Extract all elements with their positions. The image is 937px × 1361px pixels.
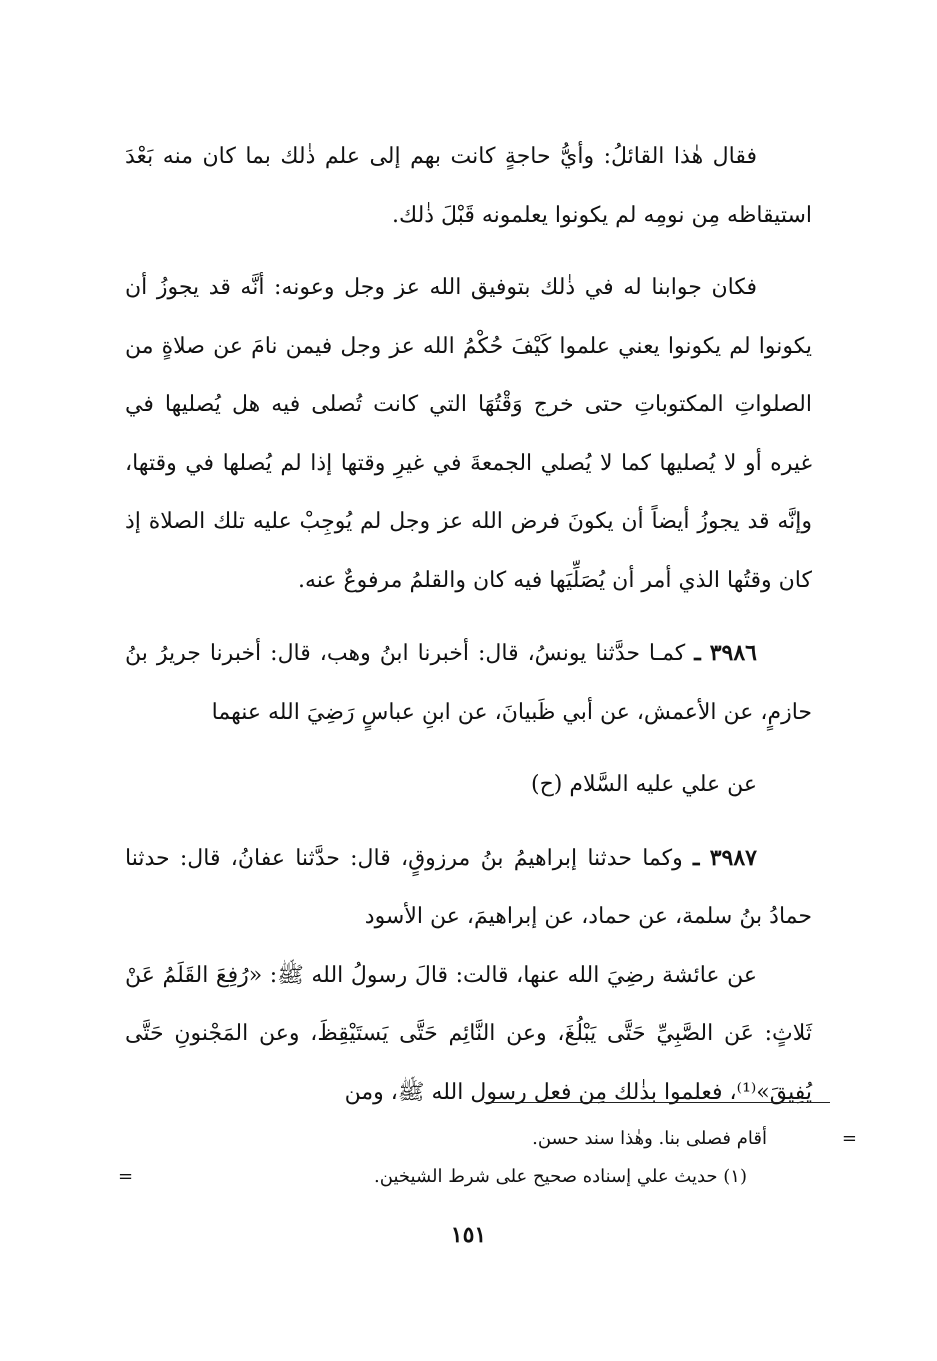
footnotes <box>100 1120 857 1196</box>
paragraph-question: فقال هٰذا القائلُ: وأيُّ حاجةٍ كانت بهم إلى علم ذٰلك بما كان منه بَعْدَ استيقاظه مِن نومِه لم يكونوا يعلمونه قَبْلَ ذٰلك. <box>125 144 812 228</box>
paragraph-aisha: عن عائشة رضِيَ الله عنها، قالت: قالَ رسولُ الله ﷺ: «رُفِعَ القَلَمُ عَنْ ثَلاثٍ: عَن الصَّبِيِّ حَتَّى يَبْلُغَ، وعن النَّائِم حَتَّى يَستَيْقِظَ، وعن المَجْنونِ حَتَّى يُفِيقَ»⁽¹⁾، فعلموا بذٰلك مِن فعل رسول الله ﷺ، ومن <box>125 962 812 1105</box>
main-text <box>125 128 812 1122</box>
hadith-text: كمـا حدَّثنا يونسُ، قال: أخبرنا ابنُ وهب، قال: أخبرنا جريرُ بنُ حازمٍ، عن الأعمش، عن أبي ظَبيانَ، عن ابنِ عباسٍ رَضِيَ الله عنهما <box>125 641 812 725</box>
continuation-text: أقام فصلى بنا. وهٰذا سند حسن. <box>532 1128 767 1149</box>
footnote-1 <box>100 1158 857 1196</box>
footnote-continuation <box>100 1120 857 1158</box>
hadith-dash: ـ <box>694 640 701 666</box>
hadith-3986 <box>125 624 812 742</box>
paragraph-answer: فكان جوابنا له في ذٰلك بتوفيق الله عز وجل وعونه: أنَّه قد يجوزُ أن يكونوا لم يكونوا يعني علموا كَيْفَ حُكْمُ الله عز وجل فيمن نامَ عن صلاةٍ من الصلواتِ المكتوباتِ حتى خرج وَقْتُهَا التي كانت تُصلى فيه هل يُصليها في غيره أو لا يُصليها كما لا يُصلي الجمعةَ في غيرِ وقتها إذا لم يُصلها في وقتها، وإنَّه قد يجوزُ أيضاً أن يكونَ فرض الله عز وجل لم يُوجِبْ عليه تلك الصلاة إذ كان وقتُها الذي أمر أن يُصَلِّيَها فيه كان والقلمُ مرفوعٌ عنه. <box>125 275 812 593</box>
page-number: ١٥١ <box>450 1222 487 1248</box>
hadith-dash: ـ <box>693 844 700 871</box>
hadith-text: وكما حدثنا إبراهيمُ بنُ مرزوقٍ، قال: حدَّثنا عفانُ، قال: حدثنا حمادُ بنُ سلمة، عن حماد، عن إبراهيمَ، عن الأسود <box>125 845 812 929</box>
footnote-1-text: (١) حديث علي إسناده صحيح على شرط الشيخين. <box>374 1166 747 1187</box>
hadith-number: ٣٩٨٧ <box>709 844 757 871</box>
footnote-separator <box>484 1102 830 1103</box>
hadith-3987 <box>125 829 812 947</box>
continuation-mark: = <box>841 1128 857 1149</box>
hadith-number: ٣٩٨٦ <box>709 640 757 666</box>
chain-note: عن علي عليه السَّلام (ح) <box>531 772 757 797</box>
continues-mark: = <box>118 1166 134 1187</box>
